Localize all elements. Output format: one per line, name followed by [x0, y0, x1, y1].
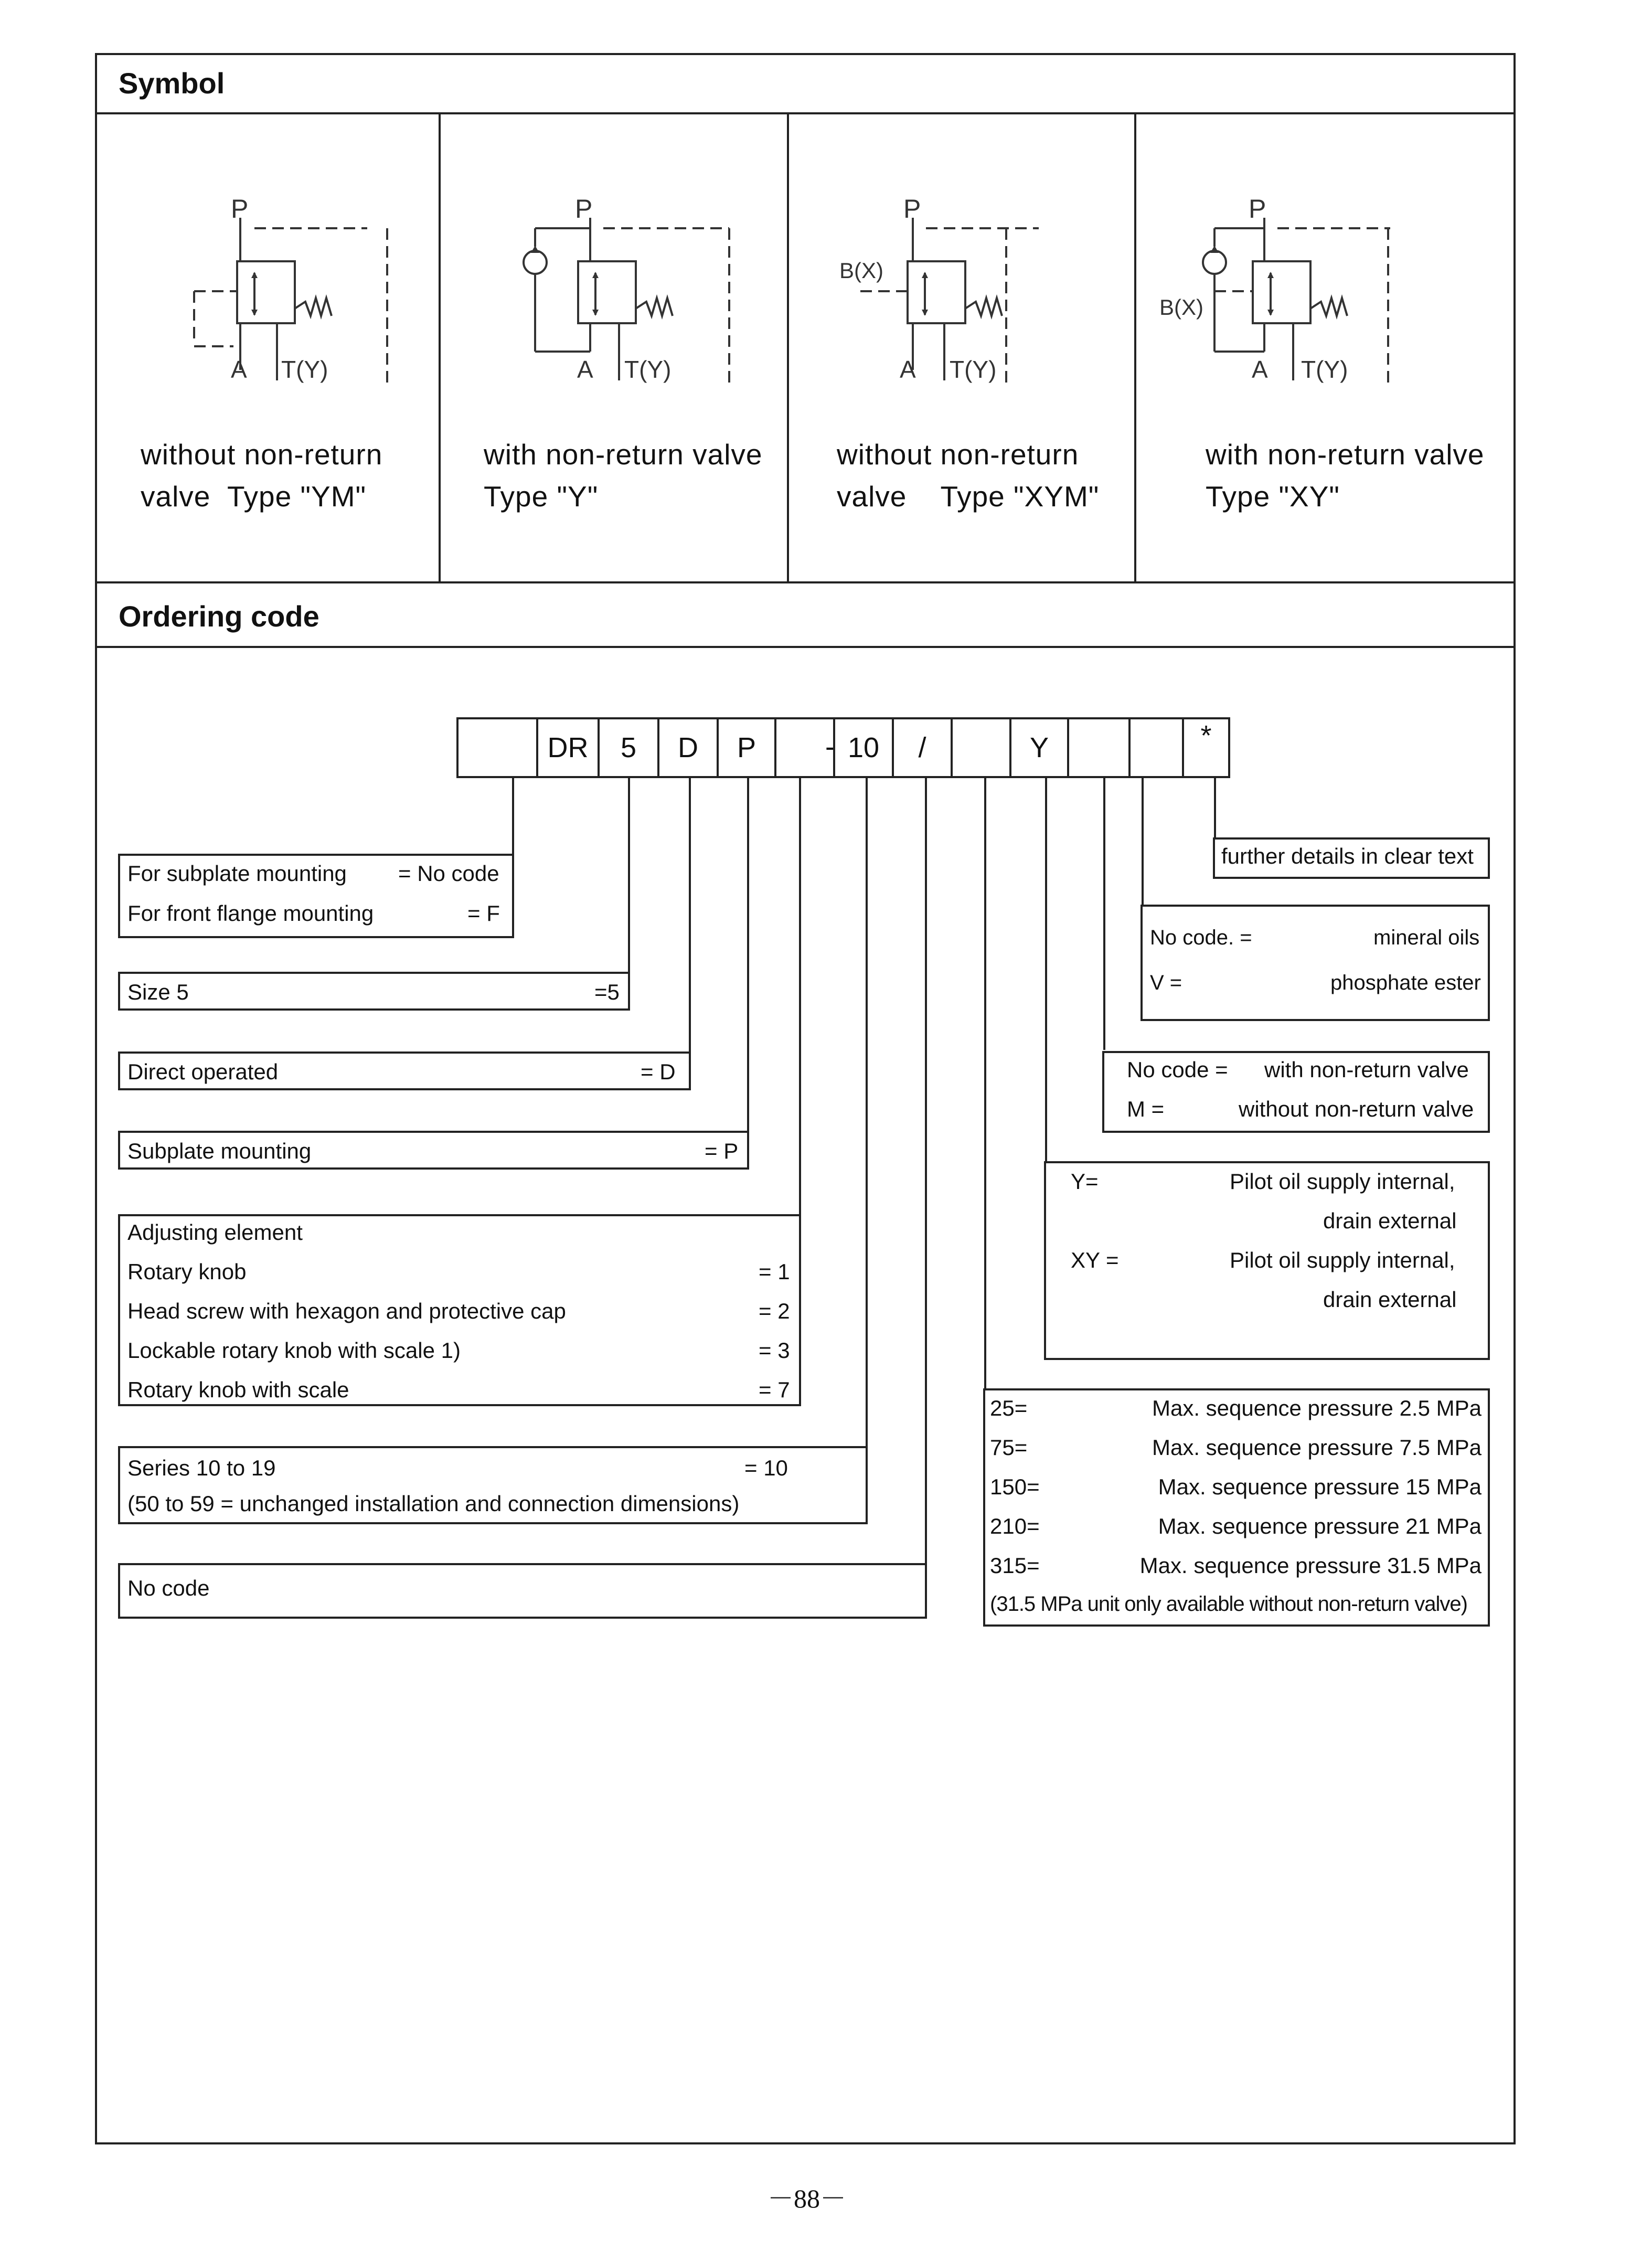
option-code: No code = [1127, 1057, 1228, 1082]
symbol-caption-ym [141, 433, 382, 517]
svg-text:A: A [1252, 356, 1268, 383]
caption-line: Type "XY" [1206, 480, 1340, 513]
option-label: Max. sequence pressure 31.5 MPa [1139, 1553, 1482, 1578]
option-code: XY = [1071, 1248, 1119, 1272]
option-code: = 1 [759, 1259, 790, 1284]
option-label: Max. sequence pressure 2.5 MPa [1152, 1396, 1482, 1420]
no-code-box [118, 1563, 927, 1619]
option-label: Pilot oil supply internal, [1230, 1169, 1455, 1194]
code-cell-size: 5 [598, 717, 657, 778]
svg-text:T(Y): T(Y) [624, 356, 672, 383]
option-code: = No code [398, 861, 499, 886]
caption-line: valve Type "YM" [141, 480, 367, 513]
option-label: Subplate mounting [127, 1139, 312, 1163]
leader-line [1142, 777, 1144, 908]
option-code: = D [641, 1059, 676, 1084]
option-label: phosphate ester [1330, 971, 1481, 994]
pressure-box [983, 1388, 1490, 1627]
caption-line: without non-return [141, 438, 383, 471]
svg-text:B(X): B(X) [1159, 295, 1203, 320]
option-label: For subplate mounting [127, 861, 347, 886]
caption-line: Type "Y" [484, 480, 599, 513]
option-label: No code [127, 1576, 210, 1600]
option-label: Rotary knob with scale [127, 1377, 349, 1402]
option-label: Size 5 [127, 980, 189, 1004]
leader-line [866, 777, 868, 1449]
option-code: M = [1127, 1097, 1165, 1121]
code-cell-check [1067, 717, 1128, 778]
svg-text:T(Y): T(Y) [1301, 356, 1348, 383]
mounting-option-box [118, 854, 514, 938]
code-cell-no-code: / [892, 717, 951, 778]
code-cell-series: 10 [833, 717, 892, 778]
svg-text:T(Y): T(Y) [281, 356, 328, 383]
leader-line [1103, 777, 1105, 1050]
svg-text:B(X): B(X) [839, 258, 883, 283]
option-label: Lockable rotary knob with scale 1) [127, 1338, 461, 1363]
option-code: = 2 [759, 1299, 790, 1323]
svg-text:A: A [900, 356, 916, 383]
option-label: Series 10 to 19 [127, 1456, 276, 1480]
valve-symbol-xym [839, 194, 1060, 394]
option-label: without non-return valve [1239, 1097, 1474, 1121]
leader-line [925, 777, 927, 1575]
leader-line [1214, 777, 1216, 839]
option-label: with non-return valve [1264, 1057, 1469, 1082]
option-label: Max. sequence pressure 15 MPa [1158, 1474, 1482, 1499]
adjusting-box [118, 1214, 801, 1406]
option-code: 210= [990, 1514, 1040, 1538]
operated-box [118, 1052, 691, 1090]
symbol-caption-xy [1206, 433, 1485, 517]
divider [1134, 112, 1136, 582]
svg-text:P: P [575, 194, 593, 224]
divider [95, 581, 1516, 583]
leader-line [799, 777, 801, 1236]
page-number: －88－ [768, 2184, 846, 2213]
caption-line: without non-return [837, 438, 1079, 471]
code-cell-mounting [456, 717, 536, 778]
option-label: drain external [1323, 1208, 1457, 1233]
valve-symbol-y [519, 194, 740, 394]
option-label: For front flange mounting [127, 901, 374, 926]
option-title: Adjusting element [127, 1220, 303, 1245]
code-cell-subplate: P [717, 717, 774, 778]
code-cell-operated: D [657, 717, 717, 778]
option-code: 315= [990, 1553, 1040, 1578]
series-box [118, 1446, 868, 1524]
symbol-title: Symbol [119, 67, 225, 100]
option-label: Head screw with hexagon and protective cap [127, 1299, 566, 1323]
option-code: V = [1150, 971, 1182, 994]
option-label: drain external [1323, 1287, 1457, 1312]
code-cell-further: * [1182, 717, 1230, 778]
option-code: = P [705, 1139, 739, 1163]
option-code: = F [467, 901, 500, 926]
size-box [118, 972, 630, 1011]
leader-line [1045, 777, 1047, 1163]
ordering-title: Ordering code [119, 600, 319, 633]
caption-line: with non-return valve [1206, 438, 1485, 471]
option-code: = 3 [759, 1338, 790, 1363]
svg-text:A: A [231, 356, 247, 383]
code-cell-adjusting [774, 717, 833, 778]
divider [95, 112, 1516, 114]
option-code: =5 [594, 980, 620, 1004]
option-code: Y= [1071, 1169, 1099, 1194]
check-valve-box [1102, 1051, 1490, 1133]
svg-text:T(Y): T(Y) [950, 356, 997, 383]
option-code: No code. = [1150, 926, 1252, 949]
leader-line [747, 777, 749, 1167]
option-code: 25= [990, 1396, 1028, 1420]
leader-line [689, 777, 691, 1090]
svg-text:P: P [231, 194, 249, 224]
option-code: 75= [990, 1435, 1028, 1460]
divider [95, 646, 1516, 648]
seals-box [1141, 905, 1490, 1021]
caption-line: valve Type "XYM" [837, 480, 1100, 513]
leader-line [512, 777, 514, 855]
valve-symbol-xy [1159, 194, 1390, 394]
option-label: further details in clear text [1221, 844, 1474, 868]
option-label: Max. sequence pressure 7.5 MPa [1152, 1435, 1482, 1460]
option-note: (50 to 59 = unchanged installation and connection dimensions) [127, 1491, 740, 1516]
code-dash: - [825, 731, 835, 762]
option-code: = 10 [744, 1456, 788, 1480]
code-cell-dr: DR [536, 717, 598, 778]
further-details-box [1213, 837, 1490, 879]
code-cell-pilot: Y [1009, 717, 1067, 778]
code-cell-pressure [951, 717, 1009, 778]
divider [439, 112, 441, 582]
svg-text:P: P [1249, 194, 1266, 224]
option-label: Pilot oil supply internal, [1230, 1248, 1455, 1272]
pilot-box [1044, 1161, 1490, 1360]
option-label: mineral oils [1373, 926, 1480, 949]
valve-symbol-ym [189, 194, 409, 394]
svg-text:A: A [577, 356, 593, 383]
leader-line [984, 777, 986, 1394]
divider [787, 112, 789, 582]
svg-text:P: P [903, 194, 921, 224]
caption-line: with non-return valve [484, 438, 763, 471]
option-label: Max. sequence pressure 21 MPa [1158, 1514, 1482, 1538]
option-code: = 7 [759, 1377, 790, 1402]
symbol-caption-y [484, 433, 763, 517]
option-note: (31.5 MPa unit only available without non-return valve) [990, 1592, 1467, 1616]
leader-line [628, 777, 630, 973]
option-label: Rotary knob [127, 1259, 247, 1284]
option-label: Direct operated [127, 1059, 279, 1084]
subplate-box [118, 1131, 749, 1170]
option-code: 150= [990, 1474, 1040, 1499]
symbol-caption-xym [837, 433, 1099, 517]
code-cell-seals [1128, 717, 1182, 778]
